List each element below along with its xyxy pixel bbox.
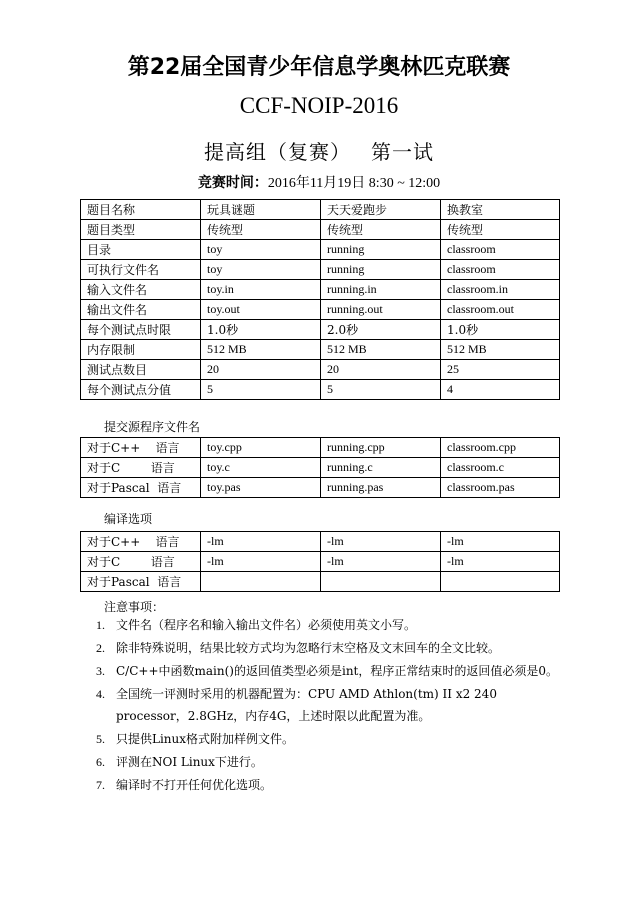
row-header-cell: 可执行文件名 — [81, 260, 201, 280]
table-cell: -lm — [441, 552, 560, 572]
note-item — [80, 728, 560, 750]
table-cell: 20 — [201, 360, 321, 380]
table-cell — [201, 572, 321, 592]
table-cell: running.in — [321, 280, 441, 300]
table-cell: running.pas — [321, 478, 441, 498]
row-header-cell: 目录 — [81, 240, 201, 260]
contest-time — [0, 172, 638, 192]
table-row — [81, 200, 560, 220]
table-cell: toy — [201, 240, 321, 260]
table-cell: 1.0秒 — [201, 320, 321, 340]
note-text: 全国统一评测时采用的机器配置为：CPU AMD Athlon(tm) II x2 240 processor，2.8GHz，内存4G，上述时限以此配置为准。 — [116, 687, 497, 723]
table-cell: -lm — [441, 532, 560, 552]
table-row — [81, 380, 560, 400]
table-cell: toy.c — [201, 458, 321, 478]
table-cell: 换教室 — [441, 200, 560, 220]
time-label: 竞赛时间： — [197, 175, 268, 191]
source-file-table — [80, 437, 560, 498]
table-cell: 20 — [321, 360, 441, 380]
table-cell: 5 — [321, 380, 441, 400]
note-number: 6. — [96, 755, 105, 769]
table-cell: 512 MB — [441, 340, 560, 360]
table-cell: 天天爱跑步 — [321, 200, 441, 220]
table-cell: 512 MB — [201, 340, 321, 360]
table-cell: 玩具谜题 — [201, 200, 321, 220]
table-cell: toy.cpp — [201, 438, 321, 458]
table-cell: toy.in — [201, 280, 321, 300]
note-text: C/C++中函数main()的返回值类型必须是int，程序正常结束时的返回值必须是0。 — [116, 664, 559, 678]
note-number: 5. — [96, 732, 105, 746]
compile-section-label: 编译选项 — [104, 512, 153, 526]
table-cell: running — [321, 260, 441, 280]
table-cell: running.cpp — [321, 438, 441, 458]
table-cell: running.c — [321, 458, 441, 478]
row-header-cell: 对于C 语言 — [81, 552, 201, 572]
note-item — [80, 774, 560, 796]
table-cell: -lm — [201, 552, 321, 572]
table-cell: 25 — [441, 360, 560, 380]
table-row — [81, 532, 560, 552]
row-header-cell: 对于Pascal 语言 — [81, 478, 201, 498]
row-header-cell: 内存限制 — [81, 340, 201, 360]
table-cell — [441, 572, 560, 592]
table-row — [81, 300, 560, 320]
table-row — [81, 552, 560, 572]
row-header-cell: 输入文件名 — [81, 280, 201, 300]
table-cell: 1.0秒 — [441, 320, 560, 340]
contest-title: 第22届全国青少年信息学奥林匹克联赛 — [127, 55, 511, 80]
group-name: 提高组（复赛） — [204, 140, 351, 164]
table-row — [81, 340, 560, 360]
row-header-cell: 测试点数目 — [81, 360, 201, 380]
table-cell: -lm — [201, 532, 321, 552]
table-row — [81, 260, 560, 280]
table-cell: classroom — [441, 240, 560, 260]
table-cell: running — [321, 240, 441, 260]
table-row — [81, 360, 560, 380]
contest-code: CCF-NOIP-2016 — [239, 93, 399, 118]
table-cell: 传统型 — [201, 220, 321, 240]
table-row — [81, 438, 560, 458]
source-section-label: 提交源程序文件名 — [104, 420, 201, 434]
notes-list — [80, 614, 560, 797]
table-row — [81, 280, 560, 300]
table-cell: toy.pas — [201, 478, 321, 498]
table-cell: 2.0秒 — [321, 320, 441, 340]
table-cell: toy.out — [201, 300, 321, 320]
note-item — [80, 660, 560, 682]
row-header-cell: 每个测试点时限 — [81, 320, 201, 340]
note-text: 只提供Linux格式附加样例文件。 — [116, 732, 295, 746]
time-value: 2016年11月19日 8:30 ~ 12:00 — [267, 176, 441, 191]
row-header-cell: 每个测试点分值 — [81, 380, 201, 400]
note-text: 除非特殊说明，结果比较方式均为忽略行末空格及文末回车的全文比较。 — [116, 641, 501, 655]
note-number: 1. — [96, 618, 105, 632]
note-number: 4. — [96, 687, 105, 701]
table-cell: -lm — [321, 552, 441, 572]
table-cell: 5 — [201, 380, 321, 400]
table-cell — [321, 572, 441, 592]
row-header-cell: 对于C 语言 — [81, 458, 201, 478]
table-cell: toy — [201, 260, 321, 280]
note-item — [80, 683, 560, 727]
table-cell: classroom — [441, 260, 560, 280]
note-number: 2. — [96, 641, 105, 655]
note-item — [80, 614, 560, 636]
table-row — [81, 220, 560, 240]
notes-title: 注意事项： — [104, 600, 165, 614]
note-number: 7. — [96, 778, 105, 792]
row-header-cell: 题目类型 — [81, 220, 201, 240]
row-header-cell: 对于C++ 语言 — [81, 438, 201, 458]
table-cell: 传统型 — [441, 220, 560, 240]
table-cell: 4 — [441, 380, 560, 400]
table-cell: -lm — [321, 532, 441, 552]
note-item — [80, 751, 560, 773]
table-cell: classroom.pas — [441, 478, 560, 498]
note-text: 编译时不打开任何优化选项。 — [116, 778, 273, 792]
table-cell: classroom.cpp — [441, 438, 560, 458]
table-cell: 传统型 — [321, 220, 441, 240]
compile-options-table — [80, 531, 560, 592]
row-header-cell: 对于Pascal 语言 — [81, 572, 201, 592]
row-header-cell: 输出文件名 — [81, 300, 201, 320]
row-header-cell: 对于C++ 语言 — [81, 532, 201, 552]
note-number: 3. — [96, 664, 105, 678]
problem-table — [80, 199, 560, 400]
round-name: 第一试 — [371, 140, 434, 164]
table-cell: classroom.out — [441, 300, 560, 320]
table-row — [81, 572, 560, 592]
row-header-cell: 题目名称 — [81, 200, 201, 220]
table-row — [81, 240, 560, 260]
table-cell: running.out — [321, 300, 441, 320]
group-heading — [0, 136, 638, 165]
table-row — [81, 478, 560, 498]
table-cell: classroom.c — [441, 458, 560, 478]
table-row — [81, 458, 560, 478]
note-text: 文件名（程序名和输入输出文件名）必须使用英文小写。 — [116, 618, 417, 632]
table-cell: classroom.in — [441, 280, 560, 300]
note-item — [80, 637, 560, 659]
note-text: 评测在NOI Linux下进行。 — [116, 755, 263, 769]
table-cell: 512 MB — [321, 340, 441, 360]
table-row — [81, 320, 560, 340]
